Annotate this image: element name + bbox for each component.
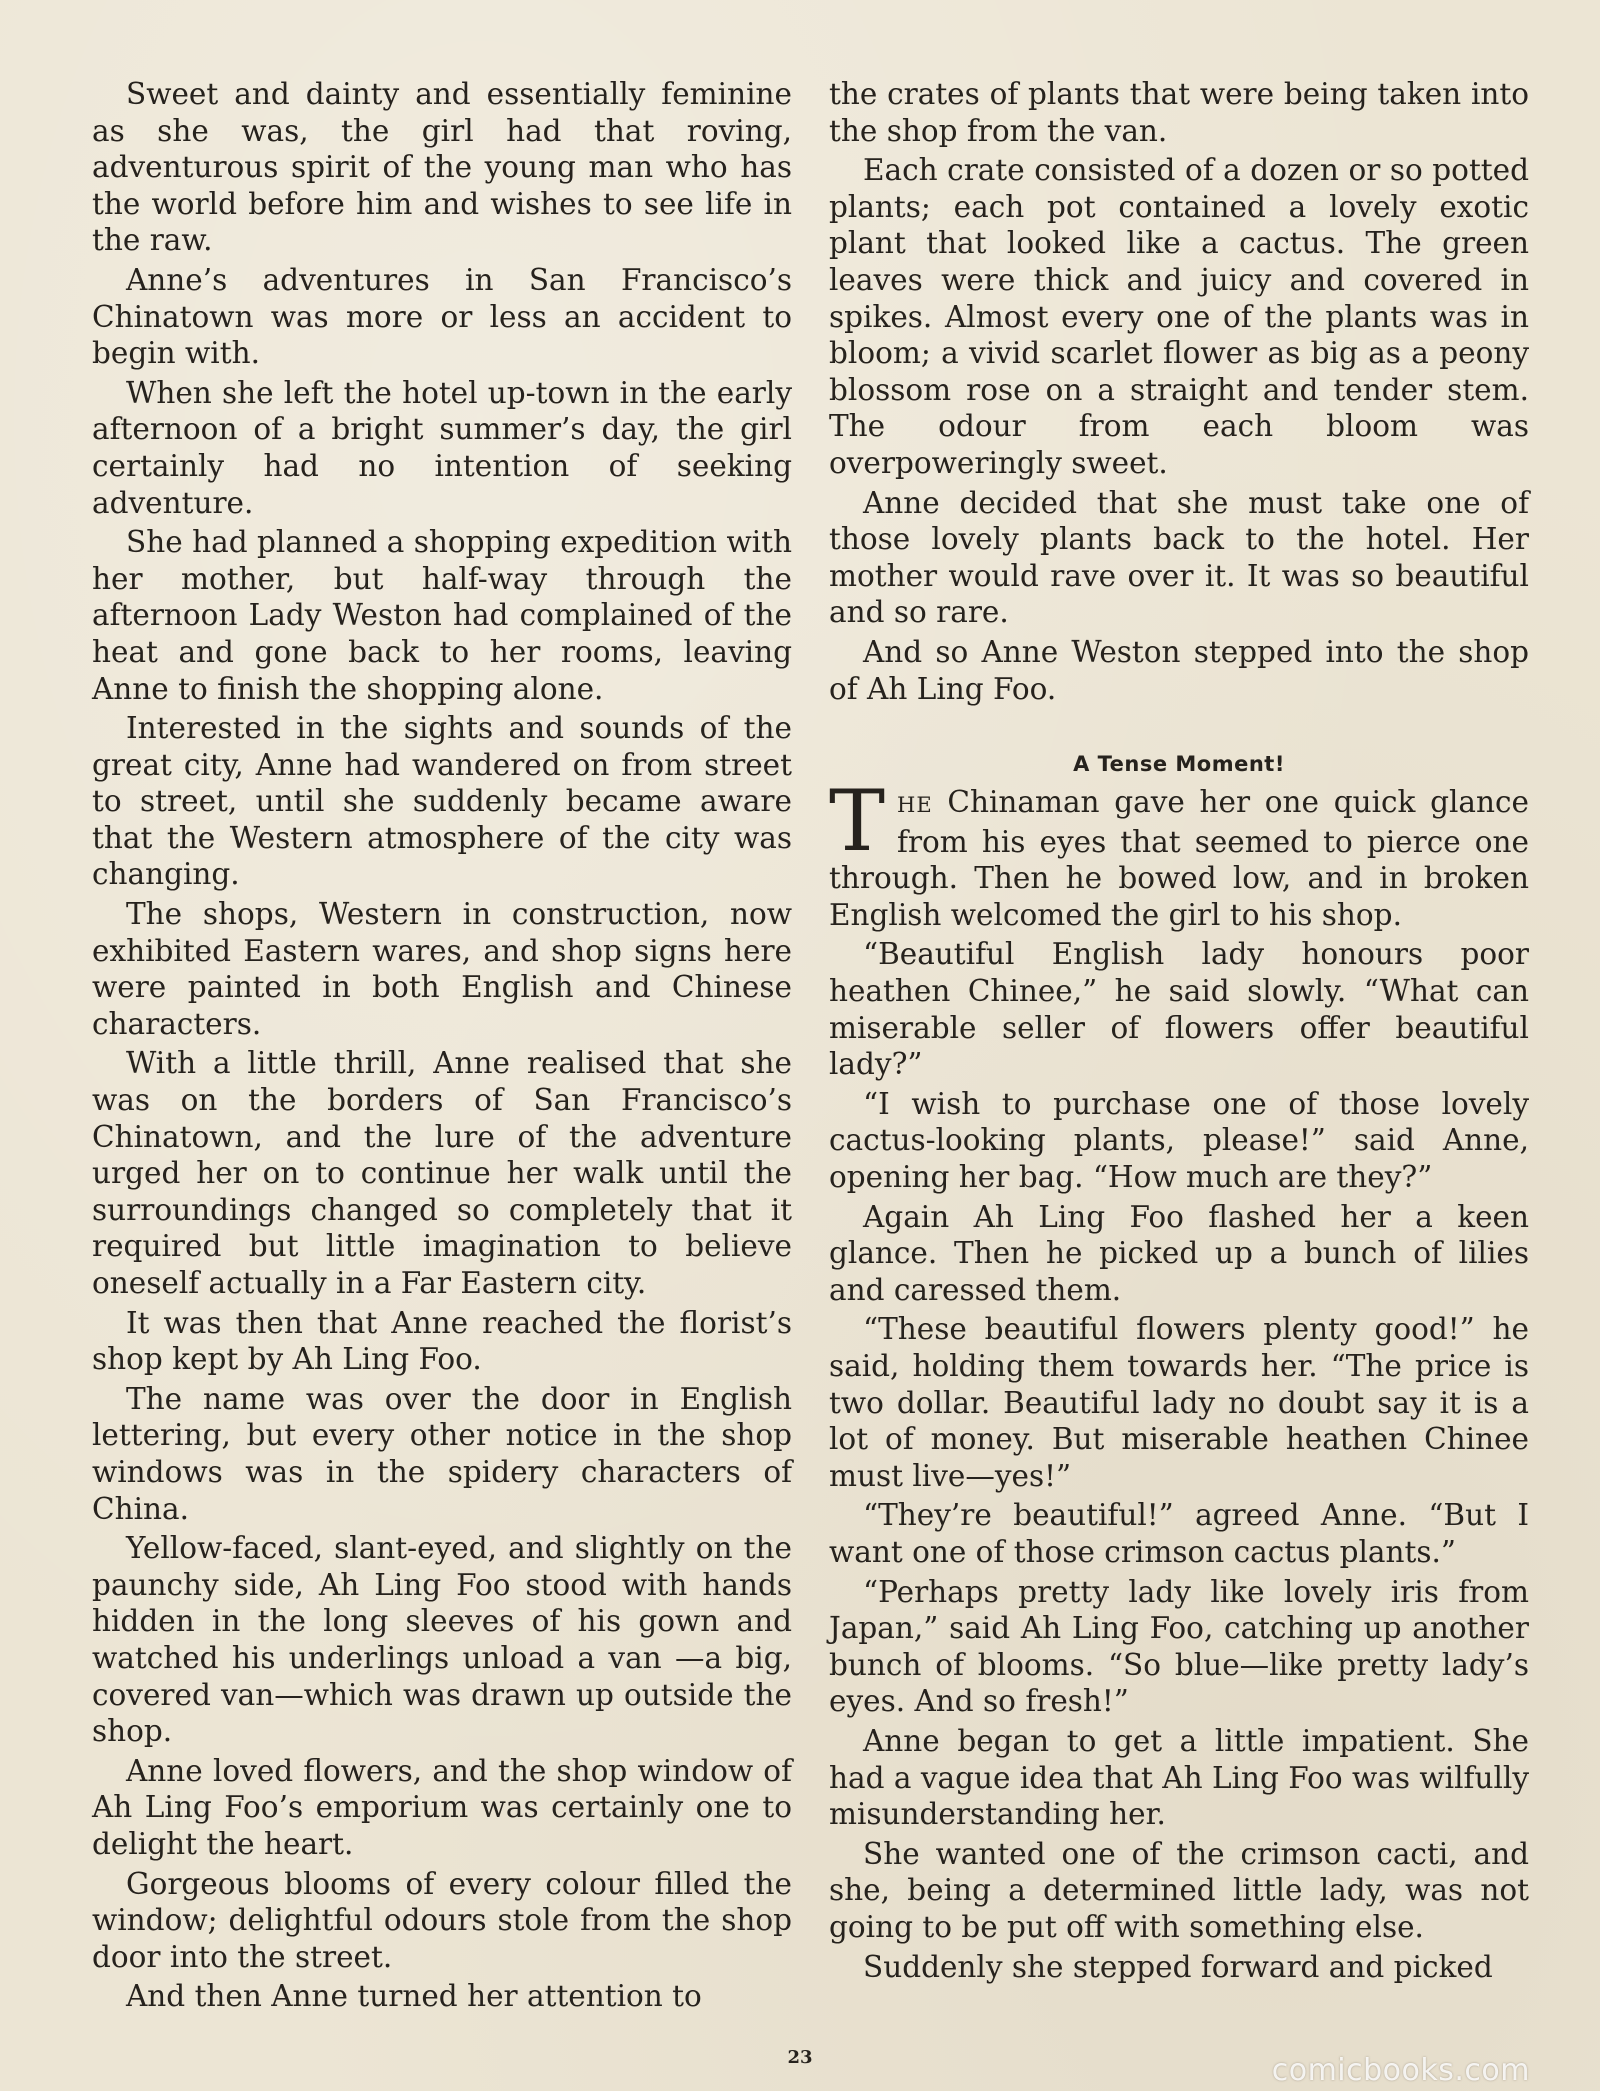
paragraph: Each crate consisted of a dozen or so potted plants; each pot contained a lovely exotic plant that looked like a cactus. The green leaves were thick and juicy and covered in spikes. Almost every one of the plants was in bloom; a vivid scarlet flower as big as a peony blossom rose on a straight and tender stem. The odour from each bloom was overpoweringly sweet. — [829, 153, 1529, 480]
paragraph: “Perhaps pretty lady like lovely iris from Japan,” said Ah Ling Foo, catching up another bunch of blooms. “So blue—like pretty lady’s eyes. And so fresh!” — [829, 1574, 1529, 1719]
left-column — [92, 76, 792, 2018]
right-column-opening — [829, 76, 1529, 707]
paragraph: “Beautiful English lady honours poor heathen Chinee,” he said slowly. “What can miserable seller of flowers offer beautiful lady?” — [829, 937, 1529, 1082]
dropcap-paragraph-text: Chinaman gave her one quick glance from his eyes that seemed to pierce one through. Then he bowed low, and in broken English welcomed the girl to his shop. — [829, 785, 1529, 932]
paragraph: Anne decided that she must take one of those lovely plants back to the hotel. Her mother would rave over it. It was so beautiful and so rare. — [829, 485, 1529, 630]
paragraph: And then Anne turned her attention to — [126, 1979, 702, 2014]
paragraph: the crates of plants that were being taken into the shop from the van. — [829, 77, 1529, 148]
paragraph: It was then that Anne reached the florist’s shop kept by Ah Ling Foo. — [92, 1305, 792, 1377]
paragraph: Suddenly she stepped forward and picked — [863, 1949, 1493, 1984]
drop-cap-letter: T — [829, 772, 886, 871]
paragraph: And so Anne Weston stepped into the shop of Ah Ling Foo. — [829, 634, 1529, 706]
paragraph: Anne’s adventures in San Francisco’s Chinatown was more or less an accident to begin with. — [92, 262, 792, 371]
paragraph: “They’re beautiful!” agreed Anne. “But I want one of those crimson cactus plants.” — [829, 1498, 1529, 1569]
paragraph: Interested in the sights and sounds of the great city, Anne had wandered on from street to street, until she suddenly became aware that the Western atmosphere of the city was changing. — [92, 711, 792, 892]
paragraph: Sweet and dainty and essentially feminine as she was, the girl had that roving, adventurous spirit of the young man who has the world before him and wishes to see life in the raw. — [92, 77, 792, 258]
paragraph: Again Ah Ling Foo flashed her a keen glance. Then he picked up a bunch of lilies and caressed them. — [829, 1199, 1529, 1307]
dropcap-paragraph — [829, 772, 1529, 933]
paragraph: When she left the hotel up-town in the early afternoon of a bright summer’s day, the girl certainly had no intention of seeking adventure. — [92, 375, 792, 520]
paragraph: With a little thrill, Anne realised that she was on the borders of San Francisco’s Chinatown, and the lure of the adventure urged her on to continue her walk until the surroundings changed so completely that it required but little imagination to believe oneself actually in a Far Eastern city. — [92, 1046, 792, 1300]
paragraph: The shops, Western in construction, now exhibited Eastern wares, and shop signs here were painted in both English and Chinese characters. — [92, 897, 792, 1041]
section-subheading: A Tense Moment! — [1073, 752, 1285, 777]
paragraph: She had planned a shopping expedition with her mother, but half-way through the afternoon Lady Weston had complained of the heat and gone back to her rooms, leaving Anne to finish the shopping alone. — [92, 525, 792, 706]
paragraph: She wanted one of the crimson cacti, and she, being a determined little lady, was not going to be put off with something else. — [829, 1836, 1529, 1944]
page-number: 23 — [787, 2047, 813, 2068]
paragraph: “I wish to purchase one of those lovely cactus-looking plants, please!” said Anne, opening her bag. “How much are they?” — [829, 1086, 1529, 1195]
paragraph: Anne began to get a little impatient. She had a vague idea that Ah Ling Foo was wilfully misunderstanding her. — [829, 1723, 1529, 1832]
right-column-continuation — [829, 936, 1529, 1985]
paragraph: Anne loved flowers, and the shop window of Ah Ling Foo’s emporium was certainly one to delight the heart. — [92, 1753, 792, 1861]
right-column — [829, 76, 1529, 1988]
small-caps-word: HE — [897, 793, 933, 818]
paragraph: Gorgeous blooms of every colour filled the window; delightful odours stole from the shop door into the street. — [92, 1866, 792, 1974]
paragraph: The name was over the door in English lettering, but every other notice in the shop windows was in the spidery characters of China. — [92, 1381, 792, 1526]
site-watermark: comicbooks.com — [1271, 2053, 1530, 2088]
paragraph: Yellow-faced, slant-eyed, and slightly on the paunchy side, Ah Ling Foo stood with hands hidden in the long sleeves of his gown and watched his underlings unload a van —a big, covered van—which was drawn up outside the shop. — [92, 1531, 792, 1749]
paragraph: “These beautiful flowers plenty good!” he said, holding them towards her. “The price is two dollar. Beautiful lady no doubt say it is a lot of money. But miserable heathen Chinee must live—yes!” — [829, 1312, 1529, 1493]
